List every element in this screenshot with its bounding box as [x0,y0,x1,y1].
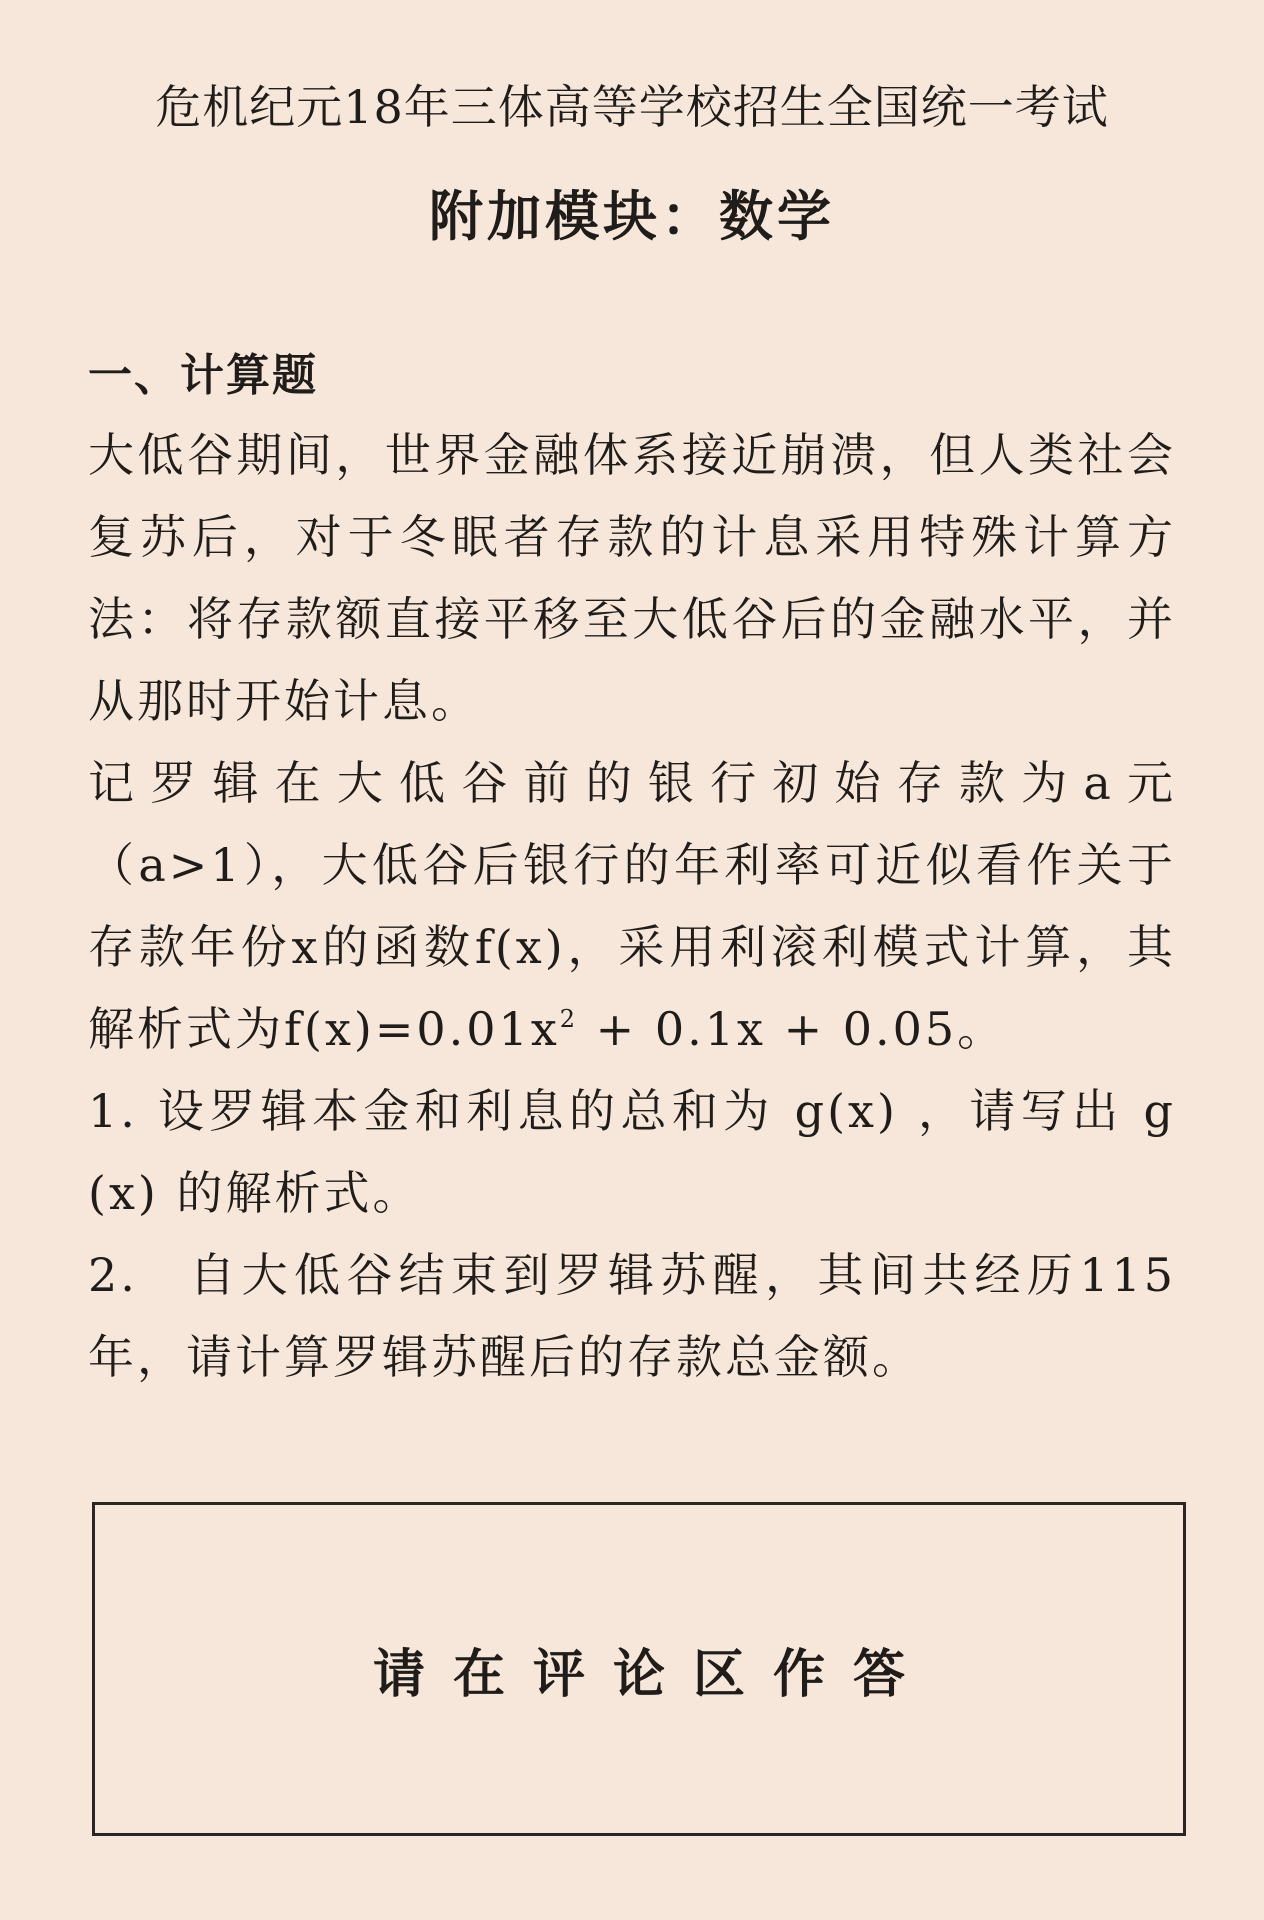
problem-body [88,414,1176,1398]
question-2-number: 2. [88,1248,138,1302]
exam-title: 危机纪元18年三体高等学校招生全国统一考试 [155,80,1109,134]
problem-setup-text: 记罗辑在大低谷前的银行初始存款为a元（a>1），大低谷后银行的年利率可近似看作关于存款年份x的函数f(x)，采用利滚利模式计算，其解析式为f(x)=0.01x [88,756,1176,1056]
answer-prompt: 请在评论区作答 [372,1644,933,1705]
problem-background-paragraph: 大低谷期间，世界金融体系接近崩溃，但人类社会复苏后，对于冬眠者存款的计息采用特殊计算方法：将存款额直接平移至大低谷后的金融水平，并从那时开始计息。 [88,428,1176,728]
problem-setup-text-end: + 0.1x + 0.05。 [578,1002,1007,1056]
question-2 [88,1234,1176,1398]
answer-box [92,1502,1186,1836]
question-2-text: 自大低谷结束到罗辑苏醒，其间共经历115年，请计算罗辑苏醒后的存款总金额。 [88,1248,1176,1384]
module-title: 附加模块：数学 [429,185,835,248]
problem-setup-paragraph [88,742,1176,1070]
exponent: 2 [559,1005,579,1033]
question-1: 1. 设罗辑本金和利息的总和为 g(x) ，请写出 g (x) 的解析式。 [88,1084,1176,1220]
section-heading: 一、计算题 [88,350,318,401]
